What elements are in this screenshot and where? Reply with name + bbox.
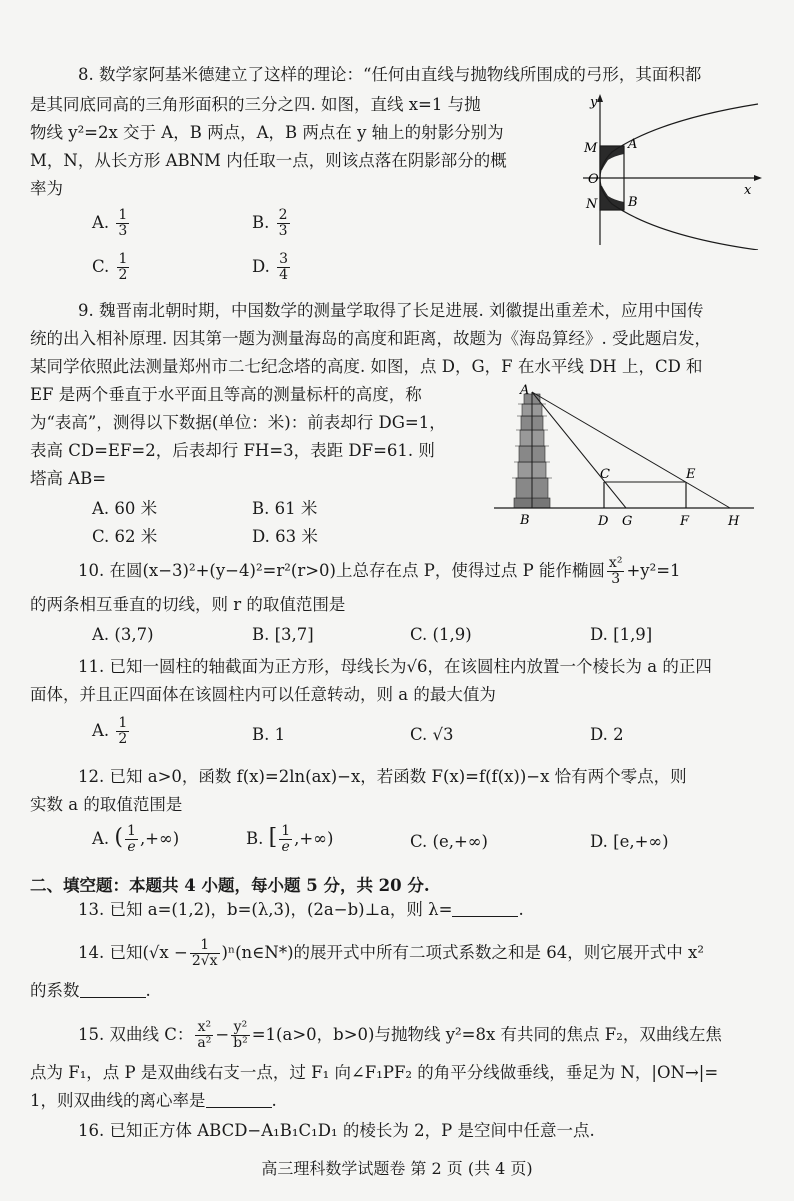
point-b-label: B [520,513,530,528]
q8-line-4: M，N，从长方形 ABNM 内任取一点，则该点落在阴影部分的概 [30,151,507,170]
section-fill-in-blank-header: 二、填空题：本题共 4 小题，每小题 5 分，共 20 分. [30,876,430,895]
q8-option-a: A. $\frac{1}{3}$ [92,207,128,239]
page-footer: 高三理科数学试题卷 第 2 页 (共 4 页) [261,1159,533,1178]
q9-line-5: 为“表高”，测得以下数据(单位：米)：前表却行 DG=1， [30,413,446,432]
q10-option-d: D. [1,9] [590,625,653,644]
point-d-label: D [598,514,609,529]
q8-line-1: 8. 数学家阿基米德建立了这样的理论：“任何由直线与抛物线所围成的弓形，其面积都 [78,65,702,84]
q12-option-d: D. [e,+∞) [590,832,669,851]
q11-line-2: 面体，并且正四面体在该圆柱内可以任意转动，则 a 的最大值为 [30,685,496,704]
sight-line-ah [532,392,730,508]
q9-tower-figure [494,380,764,530]
q13-answer-blank[interactable] [452,900,518,917]
origin-label: O [588,172,599,187]
x-axis-label: x [744,183,752,198]
q8-parabola-figure [578,90,768,250]
q8-line-2: 是其同底同高的三角形面积的三分之四. 如图，直线 x=1 与抛 [30,95,481,114]
q11-option-c: C. √3 [410,725,454,744]
q9-option-b: B. 61 米 [252,499,318,518]
point-a-label: A [520,383,530,398]
q15-answer-blank[interactable] [206,1091,272,1108]
q16-line: 16. 已知正方体 ABCD−A₁B₁C₁D₁ 的棱长为 2，P 是空间中任意一点. [78,1121,595,1140]
point-a-label: A [628,137,638,152]
q9-line-1: 9. 魏晋南北朝时期，中国数学的测量学取得了长足进展. 刘徽提出重差术，应用中国传 [78,301,704,320]
point-h-label: H [728,514,740,529]
q10-option-b: B. [3,7] [252,625,314,644]
q9-line-6: 表高 CD=EF=2，后表却行 FH=3，表距 DF=61. 则 [30,441,435,460]
q9-line-2: 统的出入相补原理. 因其第一题为测量海岛的高度和距离，故题为《海岛算经》. 受此题启发， [30,329,711,348]
q11-option-a: A. $\frac{1}{2}$ [92,715,128,747]
q10-line-1: 10. 在圆(x−3)²+(y−4)²=r²(r>0)上总存在点 P，使得过点 P 能作椭圆 $\frac{\text{x²}}{3}$ +y²=1 [78,555,681,587]
q13-line: 13. 已知 a=(1,2)，b=(λ,3)，(2a−b)⊥a，则 λ= . [78,900,524,919]
q9-option-a: A. 60 米 [92,499,158,518]
q8-line-5: 率为 [30,179,63,198]
point-c-label: C [600,467,610,482]
q14-line-2: 的系数 . [30,981,151,1000]
q9-option-c: C. 62 米 [92,527,158,546]
q12-option-b: B. [ $\frac{1}{e}$ ,+∞) [246,823,334,855]
q10-option-a: A. (3,7) [92,625,154,644]
point-n-label: N [586,197,598,212]
y-axis-arrow-icon [597,94,603,102]
q14-line-1: 14. 已知(√x − $\frac{1}{2√x}$ )ⁿ(n∈N*)的展开式中所有二项式系数之和是 64，则它展开式中 x² [78,937,704,969]
x-axis-arrow-icon [754,175,762,181]
q15-line-3: 1，则双曲线的离心率是 . [30,1091,277,1110]
q9-line-4: EF 是两个垂直于水平面且等高的测量标杆的高度，称 [30,385,422,404]
q12-option-c: C. (e,+∞) [410,832,488,851]
q11-line-1: 11. 已知一圆柱的轴截面为正方形，母线长为√6，在该圆柱内放置一个棱长为 a 的正四 [78,657,712,676]
q9-option-d: D. 63 米 [252,527,318,546]
q9-line-3: 某同学依照此法测量郑州市二七纪念塔的高度. 如图，点 D，G，F 在水平线 DH 上，CD 和 [30,357,703,376]
q10-line-2: 的两条相互垂直的切线，则 r 的取值范围是 [30,595,346,614]
q9-line-7: 塔高 AB= [30,469,107,488]
q12-line-2: 实数 a 的取值范围是 [30,795,183,814]
y-axis-label: y [590,95,598,110]
q14-answer-blank[interactable] [80,981,146,998]
point-f-label: F [680,514,690,529]
q12-line-1: 12. 已知 a>0，函数 f(x)=2ln(ax)−x，若函数 F(x)=f(f(x))−x 恰有两个零点，则 [78,767,687,786]
q8-option-d: D. $\frac{3}{4}$ [252,251,289,283]
shaded-region-top [600,146,624,170]
q11-option-d: D. 2 [590,725,624,744]
q8-line-3: 物线 y²=2x 交于 A，B 两点，A，B 两点在 y 轴上的射影分别为 [30,123,504,142]
q12-option-a: A. ( $\frac{1}{e}$ ,+∞) [92,823,180,855]
q10-option-c: C. (1,9) [410,625,472,644]
point-g-label: G [622,514,633,529]
q8-option-b: B. $\frac{2}{3}$ [252,207,288,239]
point-e-label: E [686,467,696,482]
q15-line-2: 点为 F₁，点 P 是双曲线右支一点，过 F₁ 向∠F₁PF₂ 的角平分线做垂线，垂足为 N，|ON→|= [30,1063,719,1082]
q11-option-b: B. 1 [252,725,286,744]
q15-line-1: 15. 双曲线 C： $\frac{\text{x²}}{\text{a²}}$ − $\frac{\text{y²}}{\text{b²}}$ =1(a>0，b>0)与抛物线 y²=8x 有共同的焦点 F₂，双曲线左焦 [78,1019,722,1051]
point-b-label: B [628,195,638,210]
q8-option-c: C. $\frac{1}{2}$ [92,251,128,283]
shaded-region-bottom [600,186,624,210]
point-m-label: M [584,141,598,156]
